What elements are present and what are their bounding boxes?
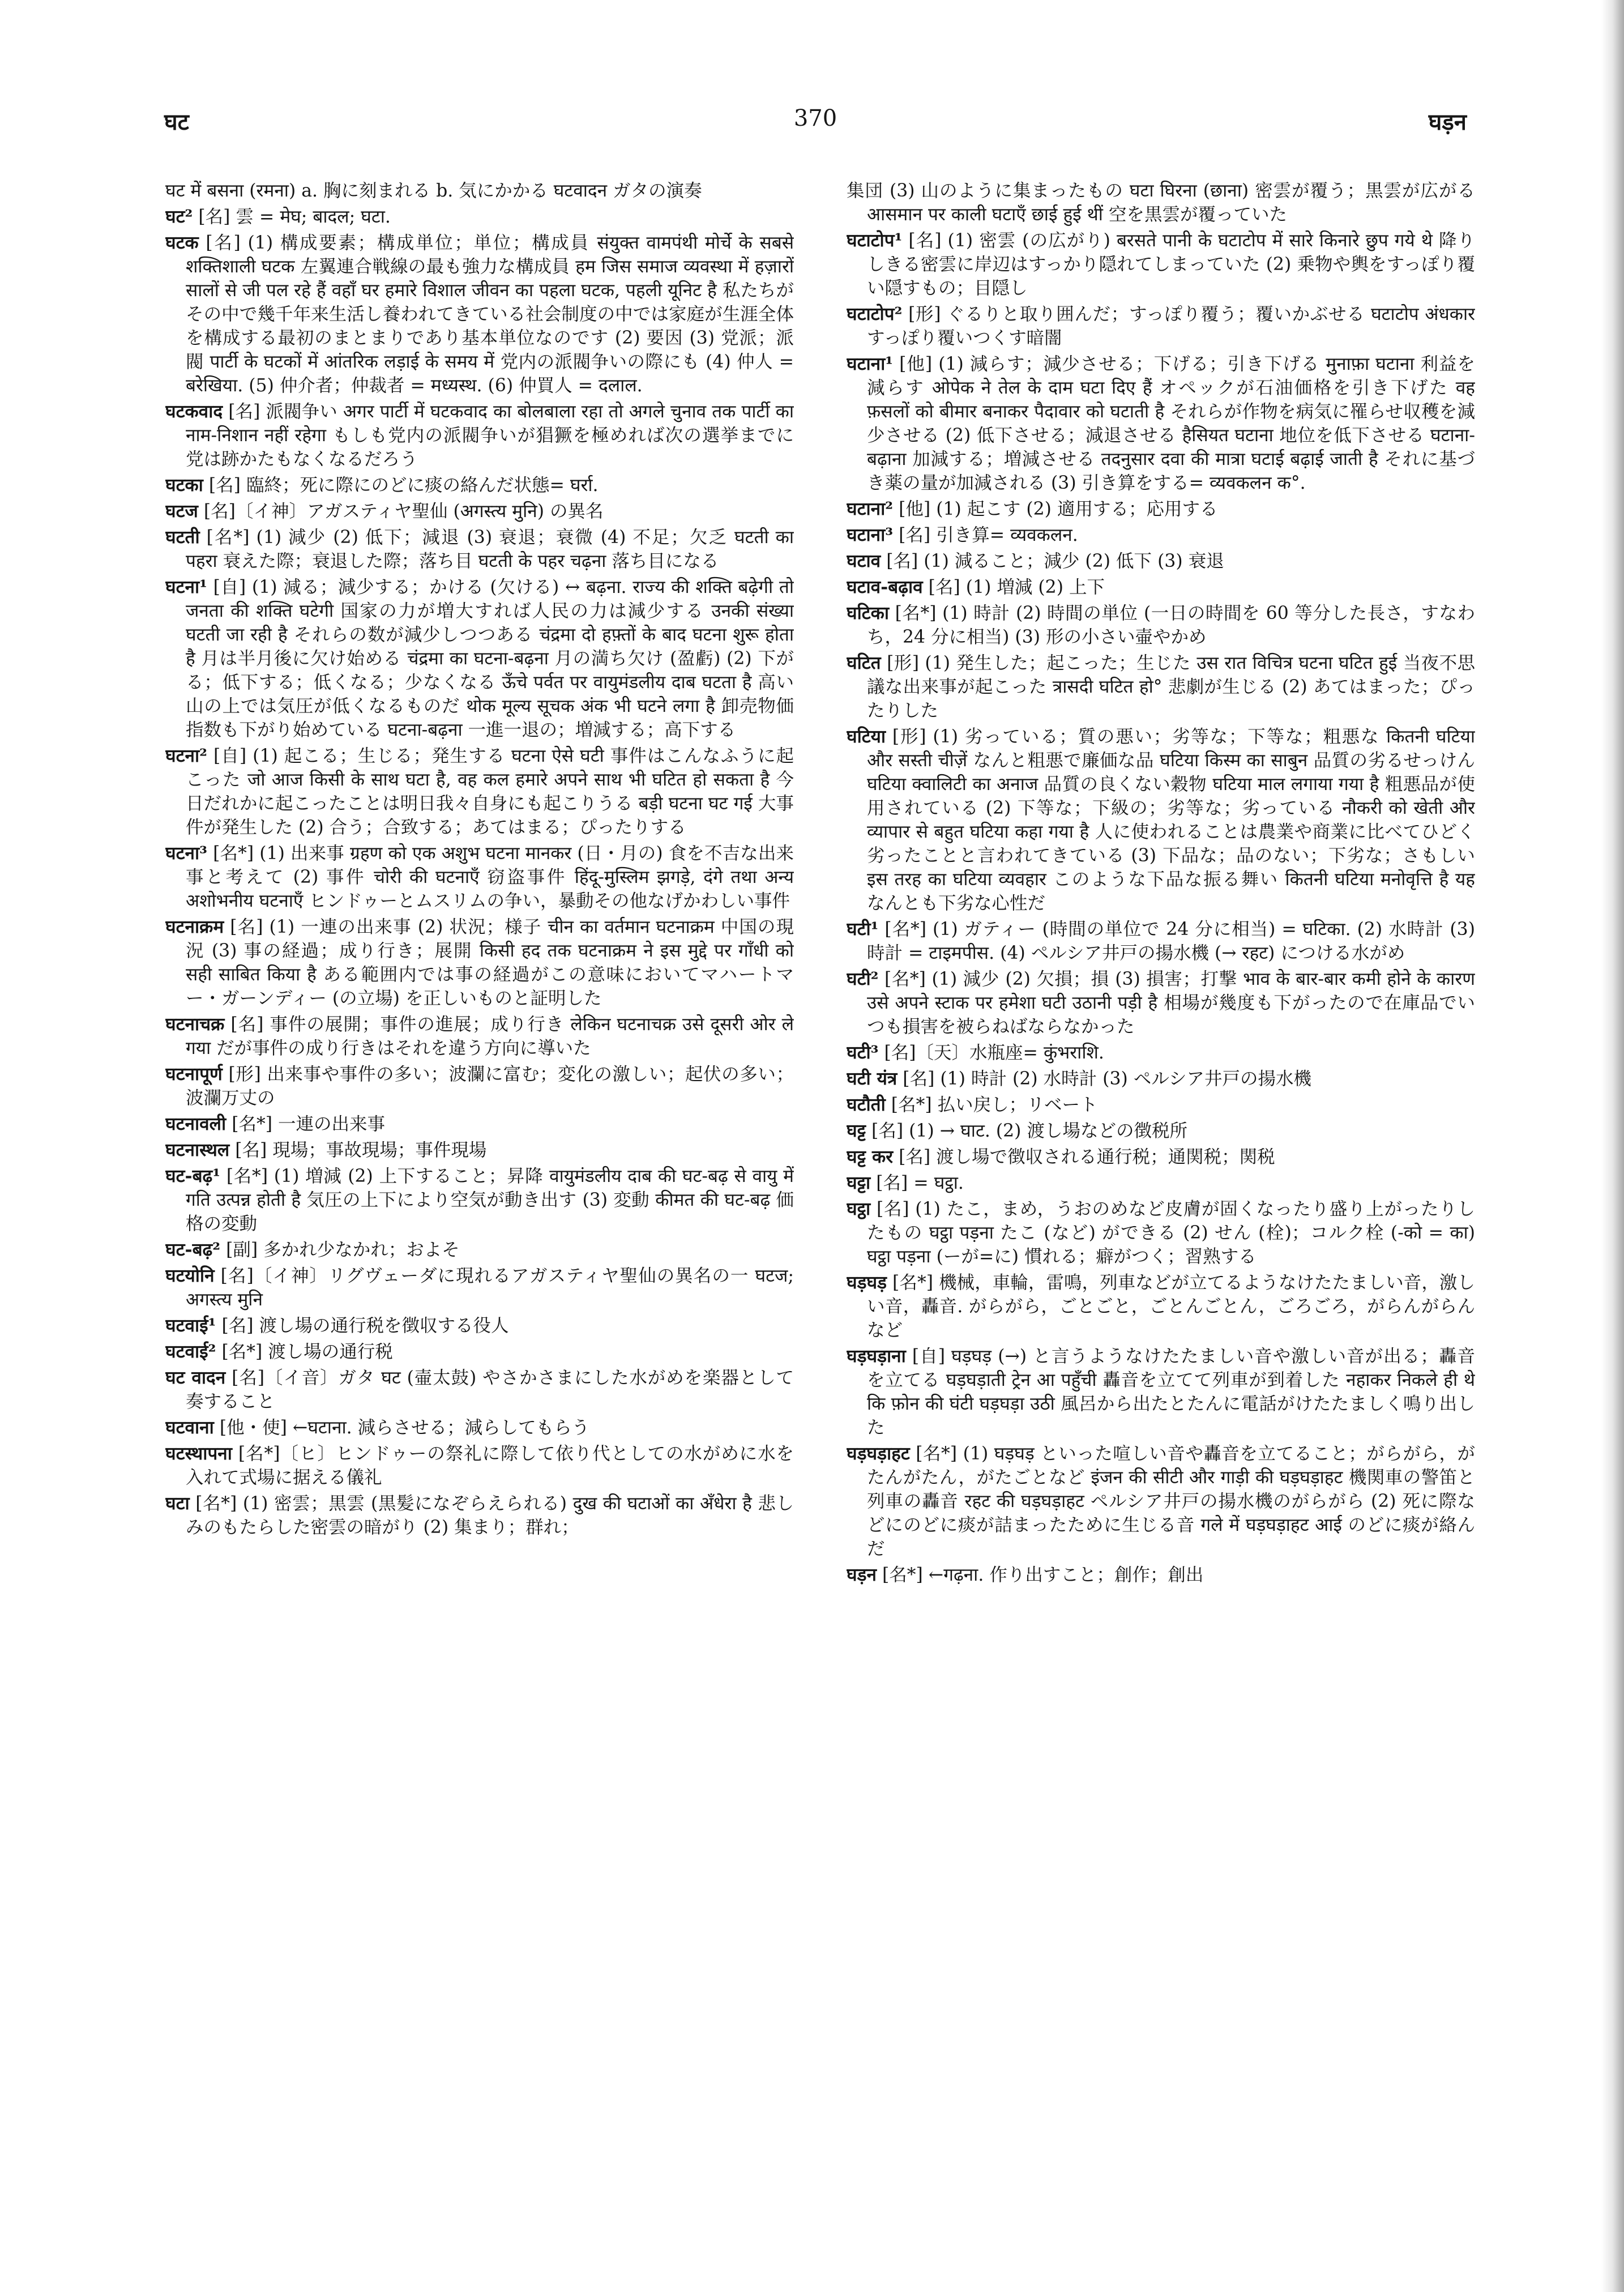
headword: घटना²	[165, 745, 207, 766]
headword: घटाव	[847, 550, 881, 571]
headword: घटयोनि	[165, 1265, 215, 1286]
headword: घटिया	[847, 726, 886, 747]
headword: घटाटोप²	[847, 304, 903, 325]
entry-definition: [名] 現場；事故現場；事件現場	[235, 1140, 487, 1160]
headword: घट्टा	[847, 1172, 871, 1193]
entry-definition: [他] (1) 減らす；減少させる；下げる；引き下げる मुनाफ़ा घटाना 利益を減らす ओपेक ने तेल के दाम घटा दिए हैं オペックが石油価格を引き下げた वह फ़सलों को बीमार बनाकर पैदावार को घटाती है それらが作物を病気に罹らせ収穫を減少させる (2) 低下させる；減退させる हैसियत घटाना 地位を低下させる घटाना-बढ़ाना 加減する；増減させる तदनुसार दवा की मात्रा घटाई बढ़ाई जाती है それに基づき薬の量が加減される (3) 引き算をする= व्यवकलन क°.	[867, 354, 1475, 493]
headword: घटी¹	[847, 919, 879, 940]
headword: घटकवाद	[165, 401, 223, 422]
headword: घटनाचक्र	[165, 1014, 225, 1035]
dictionary-entry	[165, 915, 794, 1010]
scan-edge-shadow	[1601, 0, 1624, 2292]
entry-definition: [副] 多かれ少なかれ；およそ	[226, 1240, 460, 1260]
headword: घड़घड़ाना	[847, 1346, 906, 1367]
entry-definition: [名] 派閥争い अगर पार्टी में घटकवाद का बोलबाला रहा तो अगले चुनाव तक पार्टी का नाम-निशान नहीं रहेगा もしも党内の派閥争いが猖獗を極めれば次の選挙までに党は跡かたもなくなるだろう	[186, 402, 794, 470]
entry-definition: [名*] (1) घड़घड़ といった喧しい音や轟音を立てること；がらがら，がたんがたん，がたごとなど इंजन की सीटी और गाड़ी की घड़घड़ाहट 機関車の警笛と列車の轟音 रहट की घड़घड़ाहट ペルシア井戸の揚水機のがらがら (2) 死に際などにのどに痰が詰まったために生じる音 गले में घड़घड़ाहट आई のどに痰が絡んだ	[867, 1444, 1475, 1559]
entry-definition: [名*] (1) 減少 (2) 低下；減退 (3) 衰退；衰微 (4) 不足；欠乏 घटती का पहरा 衰えた際；衰退した際；落ち目 घटती के पहर चढ़ना 落ち目になる	[186, 527, 794, 571]
entry-definition: [形] (1) 劣っている；質の悪い；劣等な；下等な；粗悪な कितनी घटिया और सस्ती चीज़ें なんと粗悪で廉価な品 घटिया किस्म का साबुन 品質の劣るせっけん घटिया क्वालिटी का अनाज 品質の良くない穀物 घटिया माल लगाया गया है 粗悪品が使用されている (2) 下等な；下級の；劣等な；劣っている नौकरी को खेती और व्यापार से बहुत घटिया कहा गया है 人に使われることは農業や商業に比べてひどく劣ったことと言われてきている (3) 下品な；品のない；下劣な；さもしい इस तरह का घटिया व्यवहार このような下品な振る舞い कितनी घटिया मनोवृत्ति है यह なんとも下劣な心性だ	[867, 727, 1475, 914]
entry-definition: [他・使] ←घटाना. 減らさせる；減らしてもらう	[219, 1418, 590, 1438]
dictionary-entry	[847, 302, 1475, 350]
entry-definition: [名] (1) 減ること；減少 (2) 低下 (3) 衰退	[886, 551, 1224, 571]
headword: घटी³	[847, 1042, 879, 1063]
running-head	[164, 105, 1467, 151]
entry-definition: [名*] 一連の出来事	[232, 1114, 386, 1134]
headword: घटक	[165, 232, 199, 253]
entry-definition: [名] 渡し場で徴収される通行税；通関税；関税	[899, 1147, 1275, 1167]
headword: घटस्थापना	[165, 1443, 232, 1464]
dictionary-entry	[165, 231, 794, 398]
headword: घटवाई²	[165, 1341, 216, 1362]
dictionary-entry	[847, 1171, 1475, 1195]
dictionary-entry	[847, 497, 1475, 521]
dictionary-entry	[847, 967, 1475, 1039]
entry-definition: [名] (1) 密雲 (の広がり) बरसते पानी के घटाटोप में सारे किनारे छुप गये थे 降りしきる密雲に岸辺はすっかり隠れてしまっていた (2) 乗物や輿をすっぽり覆い隠すもの；目隠し	[867, 231, 1475, 298]
headword: घटा	[165, 1493, 190, 1514]
dictionary-entry	[165, 1112, 794, 1136]
dictionary-entry	[847, 352, 1475, 495]
dictionary-entry	[847, 575, 1475, 599]
dictionary-entry	[165, 1416, 794, 1440]
dictionary-entry	[165, 1340, 794, 1364]
entry-definition: [名] (1) → घाट. (2) 渡し場などの徴税所	[871, 1121, 1187, 1141]
dictionary-entry	[847, 179, 1475, 227]
entry-definition: [名] (1) 一連の出来事 (2) 状況；様子 चीन का वर्तमान घटनाक्रम 中国の現況 (3) 事の経過；成り行き；展開 किसी हद तक घटनाक्रम ने इस मुद्दे पर गाँधी को सही साबित किया है ある範囲内では事の経過がこの意味においてマハートマー・ガーンディー (の立場) を正しいものと証明した	[186, 917, 794, 1009]
headword: घड़घड़	[847, 1272, 887, 1293]
entry-definition: [名*] (1) 密雲；黒雲 (黒髪になぞらえられる) दुख की घटाओं का अँधेरा है 悲しみのもたらした密雲の暗がり (2) 集まり；群れ；	[186, 1493, 794, 1538]
dictionary-entry	[847, 1442, 1475, 1561]
headword: घटाना²	[847, 498, 894, 519]
entry-definition: [名]〔イ音〕ガタ घट (壷太鼓) やさかさまにした水がめを楽器として奏すること	[186, 1368, 794, 1412]
entry-definition: [名] 事件の展開；事件の進展；成り行き लेकिन घटनाचक्र उसे दूसरी ओर ले गया だが事件の成り行きはそれを違う方向に導いた	[186, 1014, 794, 1058]
entry-definition: [名] (1) たこ，まめ，うおのめなど皮膚が固くなったり盛り上がったりしたもの घट्ठा पड़ना たこ (など) ができる (2) せん (栓)；コルク栓 (-को = का) घट्ठा पड़ना (ーが=に) 慣れる；癖がつく；習熟する	[867, 1199, 1475, 1267]
right-column	[847, 179, 1475, 2269]
dictionary-entry	[165, 1238, 794, 1262]
page-number: 370	[793, 105, 837, 131]
dictionary-entry	[847, 1145, 1475, 1169]
dictionary-entry	[165, 473, 794, 497]
entry-definition: [名*] (1) ガティー (時間の単位で 24 分に相当) = घटिका. (2) 水時計 (3) 時計 = टाइमपीस. (4) ペルシア井戸の揚水機 (→ रहट) につける水がめ	[867, 919, 1475, 963]
headword: घटती	[165, 527, 200, 548]
dictionary-entry	[847, 1119, 1475, 1143]
entry-definition: [名] 臨終；死に際にのどに痰の絡んだ状態= घर्रा.	[208, 475, 599, 496]
entry-definition: [他] (1) 起こす (2) 適用する；応用する	[899, 499, 1218, 519]
dictionary-entry	[847, 1271, 1475, 1342]
dictionary-entry	[165, 1366, 794, 1414]
headword: घट्ट	[847, 1120, 866, 1141]
dictionary-entry	[165, 1264, 794, 1312]
dictionary-entry	[847, 917, 1475, 965]
dictionary-entry	[165, 179, 794, 203]
headword: घटना¹	[165, 577, 207, 597]
headword: घड़घड़ाहट	[847, 1443, 910, 1464]
entry-definition: [名*] ←गढ़ना. 作り出すこと；創作；創出	[882, 1565, 1204, 1585]
headword: घटौती	[847, 1094, 886, 1115]
entry-definition: [名*] (1) 時計 (2) 時間の単位 (一日の時間を 60 等分した長さ，すなわち，24 分に相当) (3) 形の小さい壷やかめ	[867, 603, 1475, 647]
headword: घटाटोप¹	[847, 230, 903, 251]
dictionary-entry	[165, 526, 794, 573]
headword: घटाव-बढ़ाव	[847, 577, 923, 597]
entry-definition: [名*] (1) 増減 (2) 上下すること；昇降 वायुमंडलीय दाब की घट-बढ़ से वायु में गति उत्पन्न होती है 気圧の上下により空気が動き出す (3) 変動 कीमत की घट-बढ़ 価格の変動	[186, 1166, 794, 1234]
headword: घटाना¹	[847, 353, 894, 374]
headword: घट वादन	[165, 1367, 226, 1388]
headword: घट्ट कर	[847, 1146, 894, 1167]
entry-definition: घट में बसना (रमना) a. 胸に刻まれる b. 気にかかる घटवादन ガタの演奏	[165, 181, 702, 201]
headword: घटवाना	[165, 1417, 214, 1438]
entry-definition: [名]〔イ神〕アガスティヤ聖仙 (अगस्त्य मुनि) の異名	[203, 501, 604, 522]
headword: घटनास्थल	[165, 1139, 230, 1160]
dictionary-entry	[165, 575, 794, 742]
entry-definition: [名] = घट्ठा.	[876, 1173, 964, 1193]
headword: घटित	[847, 652, 881, 673]
headword: घटनावली	[165, 1113, 226, 1134]
dictionary-entry	[165, 400, 794, 471]
dictionary-entry	[847, 1563, 1475, 1587]
dictionary-entry	[847, 1041, 1475, 1065]
dictionary-entry	[847, 725, 1475, 915]
headword: घटनापूर्ण	[165, 1064, 223, 1085]
dictionary-entry	[847, 229, 1475, 300]
entry-definition: [名] 渡し場の通行税を徴収する役人	[221, 1316, 509, 1336]
dictionary-entry	[165, 1062, 794, 1110]
headword: घट्ठा	[847, 1198, 871, 1219]
headword: घट-बढ़²	[165, 1239, 221, 1260]
headword: घटज	[165, 501, 198, 522]
headword: घटिका	[847, 603, 890, 624]
dictionary-entry	[165, 1492, 794, 1539]
dictionary-entry	[165, 842, 794, 913]
dictionary-entry	[847, 1197, 1475, 1269]
entry-definition: [自] (1) 減る；減少する；かける (欠ける) ↔ बढ़ना. राज्य की शक्ति बढ़ेगी तो जनता की शक्ति घटेगी 国家の力が増大すれば人民の力は減少する उनकी संख्या घटती जा रही है それらの数が減少しつつある चंद्रमा दो हफ़्तों के बाद घटना शुरू होता है 月は半月後に欠け始める चंद्रमा का घटना-बढ़ना 月の満ち欠け (盈虧) (2) 下がる；低下する；低くなる；少なくなる ऊँचे पर्वत पर वायुमंडलीय दाब घटता है 高い山の上では気圧が低くなるものだ थोक मूल्य सूचक अंक भी घटने लगा है 卸売物価指数も下がり始めている घटना-बढ़ना 一進一退の；増減する；高下する	[186, 577, 794, 740]
entry-definition: [名]〔天〕水瓶座= कुंभराशि.	[884, 1043, 1104, 1063]
dictionary-entry	[165, 1442, 794, 1489]
dictionary-entry	[165, 744, 794, 839]
headword: घटनाक्रम	[165, 916, 224, 937]
dictionary-entry	[847, 651, 1475, 723]
entry-definition: [名] (1) 増減 (2) 上下	[928, 577, 1105, 597]
entry-definition: [自] (1) 起こる；生じる；発生する घटना ऐसे घटी 事件はこんなふうに起こった जो आज किसी के साथ घटा है, वह कल हमारे अपने साथ भी घटित हो सकता है 今日だれかに起こったことは明日我々自身にも起こりうる बड़ी घटना घट गई 大事件が発生した (2) 合う；合致する；あてはまる；ぴったりする	[186, 746, 794, 838]
headword: घटना³	[165, 843, 207, 864]
dictionary-entry	[165, 1138, 794, 1162]
dictionary-entry	[847, 523, 1475, 547]
dictionary-entry	[847, 549, 1475, 573]
dictionary-entry	[165, 500, 794, 523]
dictionary-entry	[847, 601, 1475, 649]
dictionary-entry	[847, 1067, 1475, 1091]
entry-definition: [名] 雲 = मेघ; बादल; घटा.	[198, 207, 391, 227]
guide-word-last: घड़न	[1428, 109, 1467, 135]
entry-definition: [名*] (1) 減少 (2) 欠損；損 (3) 損害；打撃 भाव के बार-बार कमी होने के कारण उसे अपने स्टाक पर हमेशा घटी उठानी पड़ी है 相場が幾度も下がったので在庫品でいつも損害を被らねばならなかった	[867, 969, 1475, 1037]
entry-definition: [名*] 払い戻し；リベート	[891, 1095, 1098, 1115]
entry-definition: [形] (1) 発生した；起こった；生じた उस रात विचित्र घटना घटित हुई 当夜不思議な出来事が起こった त्रासदी घटित हो° 悲劇が生じる (2) あてはまった；ぴったりした	[867, 653, 1475, 721]
entry-definition: 集団 (3) 山のように集まったもの घटा घिरना (छाना) 密雲が覆う；黒雲が広がる आसमान पर काली घटाएँ छाई हुई थीं 空を黒雲が覆っていた	[847, 181, 1475, 225]
headword: घट-बढ़¹	[165, 1166, 221, 1186]
headword: घड़न	[847, 1564, 877, 1585]
left-column	[165, 179, 794, 2269]
entry-definition: [自] घड़घड़ (→) と言うようなけたたましい音や激しい音が出る；轟音を立てる घड़घड़ाती ट्रेन आ पहुँची 轟音を立てて列車が到着した नहाकर निकले ही थे कि फ़ोन की घंटी घड़घड़ा उठी 風呂から出たとたんに電話がけたたましく鳴り出した	[867, 1346, 1475, 1438]
entry-definition: [形] 出来事や事件の多い；波瀾に富む；変化の激しい；起伏の多い；波瀾万丈の	[186, 1064, 794, 1108]
headword: घटवाई¹	[165, 1315, 216, 1336]
dictionary-entry	[165, 205, 794, 229]
entry-definition: [名] (1) 構成要素；構成単位；単位；構成員 संयुक्त वामपंथी मोर्चे के सबसे शक्तिशाली घटक 左翼連合戦線の最も強力な構成員 हम जिस समाज व्यवस्था में हज़ारों सालों से जी पल रहे हैं वहाँ घर हमारे विशाल जीवन का पहला घटक, पहली यूनिट है 私たちがその中で幾千年来生活し養われてきている社会制度の中では家庭が生涯全体を構成する最初のまとまりであり基本単位なのです (2) 要因 (3) 党派；派閥 पार्टी के घटकों में आंतरिक लड़ाई के समय में 党内の派閥争いの際にも (4) 仲人 = बरेखिया. (5) 仲介者；仲裁者 = मध्यस्थ. (6) 仲買人 = दलाल.	[186, 233, 794, 396]
entry-definition: [名*] 渡し場の通行税	[221, 1342, 393, 1362]
guide-word-first: घट	[164, 109, 189, 135]
dictionary-entry	[847, 1345, 1475, 1440]
dictionary-entry	[847, 1093, 1475, 1117]
headword: घट²	[165, 206, 193, 227]
dictionary-entry	[165, 1314, 794, 1338]
entry-definition: [名]〔イ神〕リグヴェーダに現れるアガスティヤ聖仙の異名の一 घटज; अगस्त्य मुनि	[186, 1266, 794, 1310]
headword: घटाना³	[847, 524, 894, 545]
entry-definition: [名] (1) 時計 (2) 水時計 (3) ペルシア井戸の揚水機	[903, 1069, 1312, 1089]
entry-definition: [形] ぐるりと取り囲んだ；すっぽり覆う；覆いかぶせる घटाटोप अंधकार すっぽり覆いつくす暗闇	[867, 304, 1475, 348]
dictionary-entry	[165, 1013, 794, 1060]
headword: घटी यंत्र	[847, 1068, 898, 1089]
headword: घटका	[165, 475, 203, 496]
dictionary-entry	[165, 1164, 794, 1236]
entry-definition: [名*]〔ヒ〕ヒンドゥーの祭礼に際して依り代としての水がめに水を入れて式場に据える儀礼	[186, 1444, 794, 1488]
entry-definition: [名*] (1) 出来事 ग्रहण को एक अशुभ घटना मानकर (日・月の) 食を不吉な出来事と考えて (2) 事件 चोरी की घटनाएँ 窃盗事件 हिंदू-मुस्लिम झगड़े, दंगे तथा अन्य अशोभनीय घटनाएँ ヒンドゥーとムスリムの争い，暴動その他なげかわしい事件	[186, 843, 794, 911]
headword: घटी²	[847, 968, 879, 989]
entry-definition: [名*] 機械，車輪，雷鳴，列車などが立てるようなけたたましい音，激しい音，轟音. がらがら，ごとごと，ごとんごとん，ごろごろ，がらんがらんなど	[867, 1273, 1475, 1341]
entry-definition: [名] 引き算= व्यवकलन.	[899, 525, 1078, 545]
